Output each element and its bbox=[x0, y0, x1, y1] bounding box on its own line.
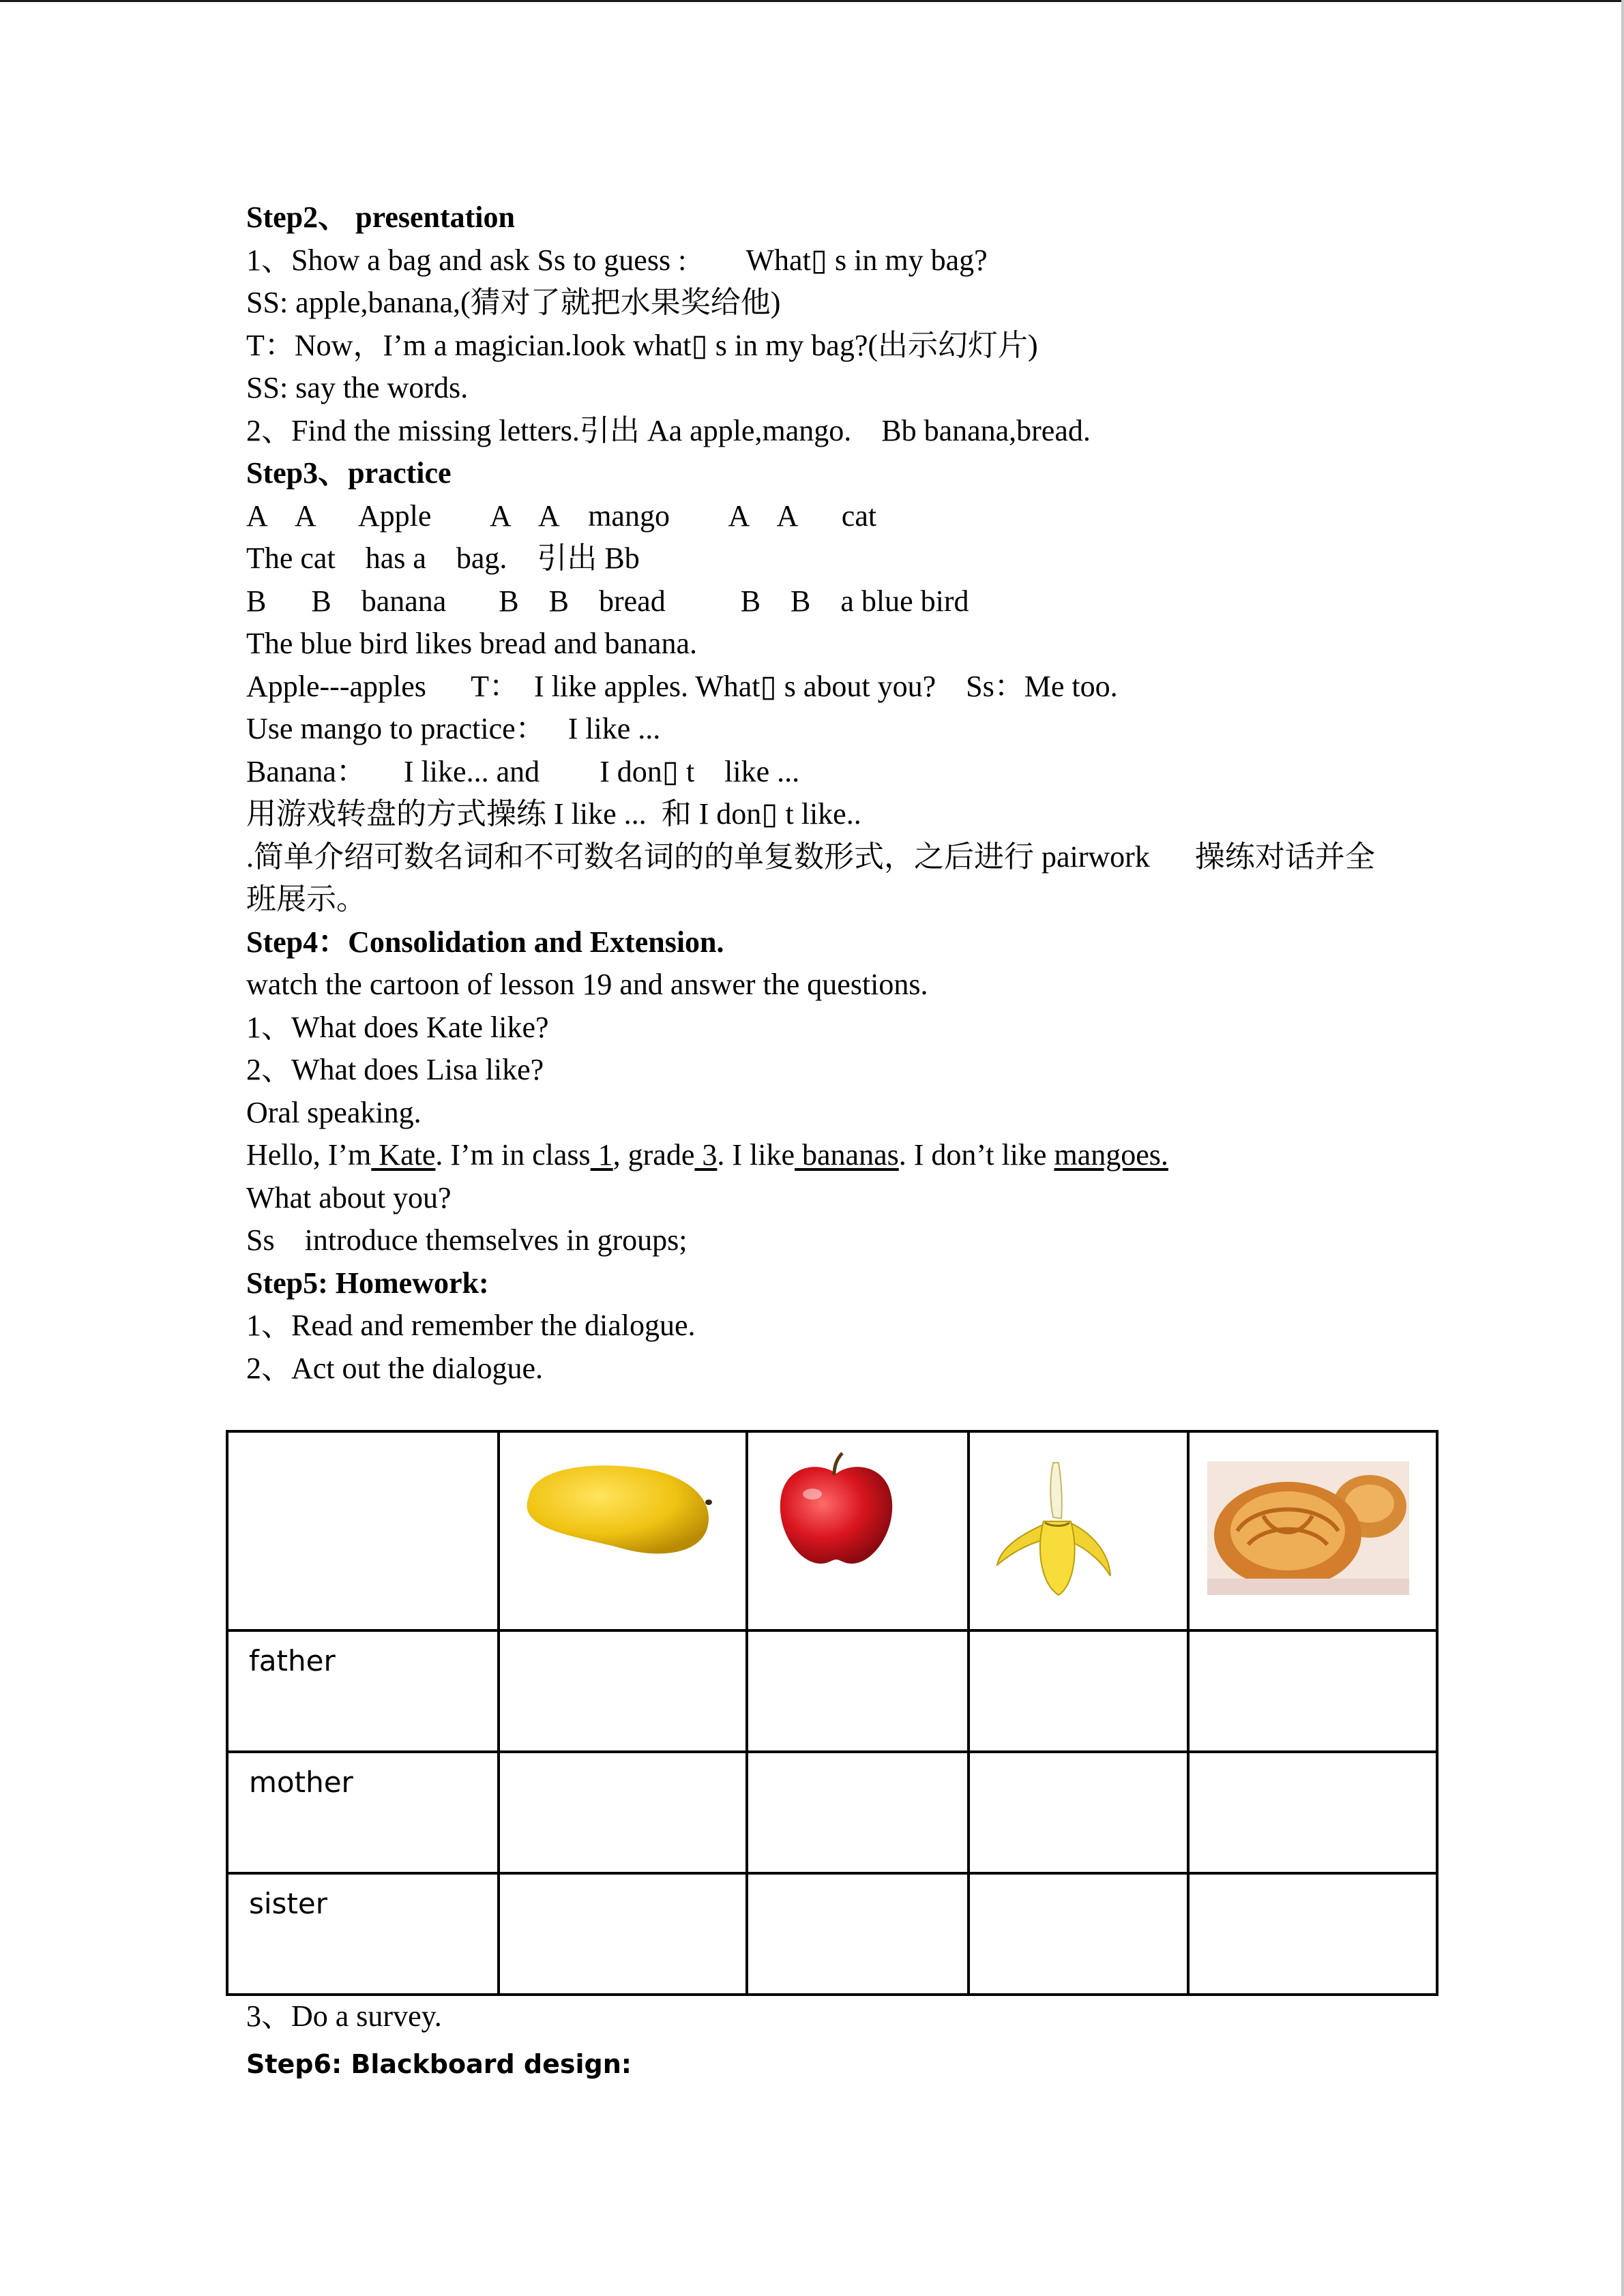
survey-cell[interactable] bbox=[499, 1630, 747, 1752]
survey-cell[interactable] bbox=[1188, 1873, 1437, 1995]
step-heading: Step4：Consolidation and Extension. bbox=[246, 925, 724, 959]
survey-cell[interactable] bbox=[969, 1873, 1188, 1995]
survey-instruction: 3、Do a survey. bbox=[246, 1999, 442, 2033]
mango-image bbox=[520, 1453, 718, 1562]
survey-corner-cell bbox=[227, 1431, 499, 1630]
step-heading: Step2、 presentation bbox=[246, 200, 515, 234]
survey-cell[interactable] bbox=[1188, 1630, 1437, 1752]
survey-cell[interactable] bbox=[969, 1752, 1188, 1873]
apple-image bbox=[766, 1446, 906, 1570]
text-line: The blue bird likes bread and banana. bbox=[246, 627, 697, 660]
step-heading: Step3、practice bbox=[246, 456, 452, 490]
text-line: SS: apple,banana,(猜对了就把水果奖给他) bbox=[246, 286, 781, 319]
text-line: A A Apple A A mango A A cat bbox=[246, 498, 877, 533]
page-right-edge bbox=[1621, 0, 1624, 2296]
text-line: 1、Show a bag and ask Ss to guess : What▯ s in my bag? bbox=[246, 243, 988, 277]
text-line: 2、What does Lisa like? bbox=[246, 1053, 544, 1086]
intro-line: Hello, I’m Kate. I’m in class 1, grade 3. I like bananas. I don’t like mangoes. bbox=[246, 1138, 1168, 1172]
survey-row bbox=[227, 1630, 1437, 1752]
text-line: 1、Read and remember the dialogue. bbox=[246, 1309, 696, 1342]
text-line: watch the cartoon of lesson 19 and answer the questions. bbox=[246, 968, 928, 1001]
lesson-text bbox=[246, 196, 1392, 1390]
survey-row bbox=[227, 1752, 1437, 1873]
text-line: B B banana B B bread B B a blue bird bbox=[246, 584, 969, 618]
survey-row-label: father bbox=[227, 1630, 499, 1752]
banana-image bbox=[988, 1456, 1117, 1602]
survey-row-label: mother bbox=[227, 1752, 499, 1873]
text-line: 2、Find the missing letters.引出 Aa apple,mango. Bb banana,bread. bbox=[246, 413, 1091, 447]
text-line: The cat has a bag. 引出 Bb bbox=[246, 541, 640, 575]
text-line: 1、What does Kate like? bbox=[246, 1010, 549, 1044]
text-line: Use mango to practice： I like ... bbox=[246, 712, 661, 745]
text-line: T：Now，I’m a magician.look what▯ s in my bag?(出示幻灯片) bbox=[246, 328, 1038, 362]
survey-cell[interactable] bbox=[499, 1752, 747, 1873]
text-line: .简单介绍可数名词和不可数名词的的单复数形式，之后进行 pairwork 操练对话并全班展示。 bbox=[246, 839, 1375, 916]
page-top-edge bbox=[0, 0, 1624, 2]
text-line: Ss introduce themselves in groups; bbox=[246, 1223, 688, 1257]
survey-cell[interactable] bbox=[747, 1752, 969, 1873]
lesson-lines bbox=[246, 196, 1392, 1134]
step-heading: Step5: Homework: bbox=[246, 1266, 489, 1300]
text-line: 用游戏转盘的方式操练 I like ... 和 I don▯ t like.. bbox=[246, 797, 861, 831]
intro-line-2: What about you? bbox=[246, 1180, 452, 1214]
bread-image bbox=[1207, 1461, 1409, 1595]
mango-cell bbox=[499, 1431, 747, 1630]
step6-heading: Step6: Blackboard design: bbox=[246, 2049, 632, 2079]
survey-cell[interactable] bbox=[747, 1630, 969, 1752]
survey-row-label: sister bbox=[227, 1873, 499, 1995]
text-line: SS: say the words. bbox=[246, 371, 469, 404]
survey-cell[interactable] bbox=[1188, 1752, 1437, 1873]
survey-cell[interactable] bbox=[747, 1873, 969, 1995]
survey-row bbox=[227, 1873, 1437, 1995]
survey-cell[interactable] bbox=[499, 1873, 747, 1995]
survey-header-row bbox=[227, 1431, 1437, 1630]
text-line: Banana： I like... and I don▯ t like ... bbox=[246, 754, 800, 788]
text-line: Oral speaking. bbox=[246, 1095, 422, 1129]
banana-cell bbox=[969, 1431, 1188, 1630]
text-line: Apple---apples T： I like apples. What▯ s about you? Ss：Me too. bbox=[246, 669, 1118, 703]
homework-lines bbox=[246, 1219, 1392, 1390]
survey-table bbox=[226, 1430, 1438, 1996]
survey-cell[interactable] bbox=[969, 1630, 1188, 1752]
text-line: 2、Act out the dialogue. bbox=[246, 1351, 544, 1385]
bread-cell bbox=[1188, 1431, 1437, 1630]
apple-cell bbox=[747, 1431, 969, 1630]
